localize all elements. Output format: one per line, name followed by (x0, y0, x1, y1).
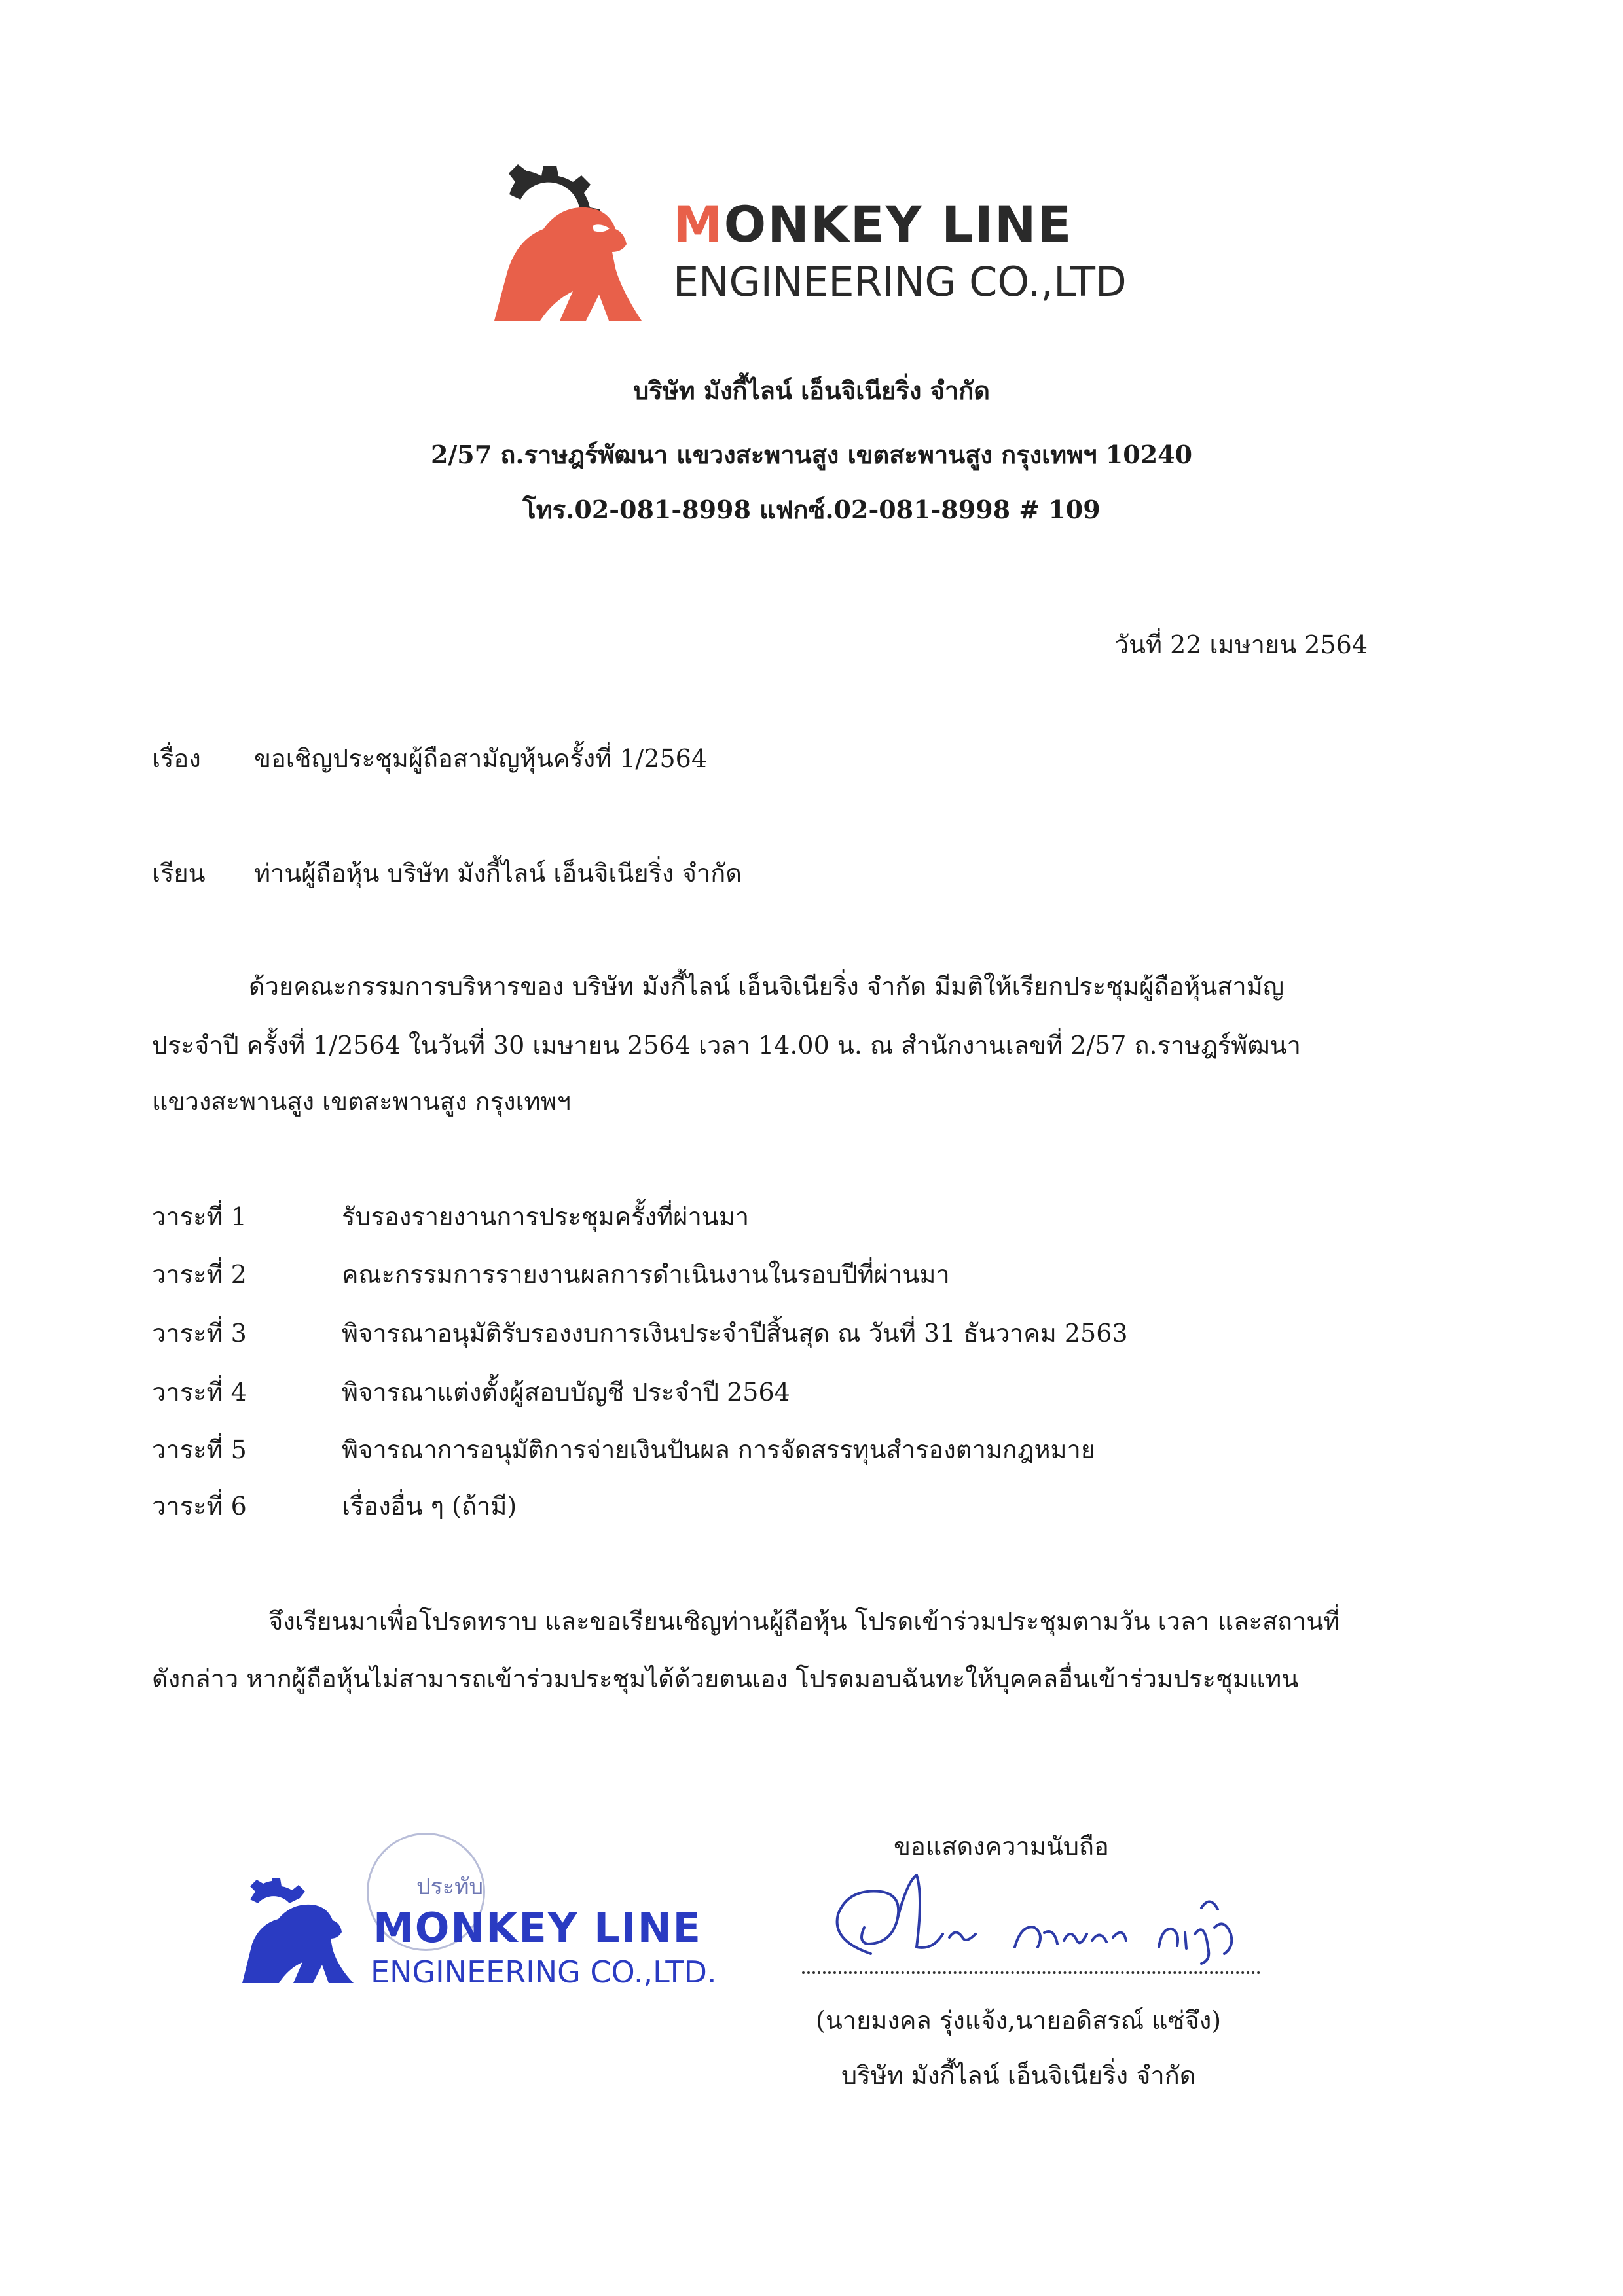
agenda-text: พิจารณาแต่งตั้งผู้สอบบัญชี ประจำปี 2564 (342, 1378, 790, 1407)
agenda-label: วาระที่ 1 (152, 1202, 247, 1231)
handwritten-signature (818, 1856, 1270, 1986)
agenda-text: รับรองรายงานการประชุมครั้งที่ผ่านมา (342, 1202, 750, 1231)
logo-accent-letter: M (673, 195, 724, 253)
agenda-text: พิจารณาอนุมัติรับรองงบการเงินประจำปีสิ้นสุด ณ วันที่ 31 ธันวาคม 2563 (342, 1319, 1128, 1348)
agenda-label: วาระที่ 3 (152, 1319, 247, 1348)
body-line-1: ด้วยคณะกรรมการบริหารของ บริษัท มังกี้ไลน์ เอ็นจิเนียริ่ง จำกัด มีมติให้เรียกประชุมผู้ถือหุ้นสามัญ (249, 972, 1285, 1001)
company-logo-icon (481, 160, 651, 321)
subject-text: ขอเชิญประชุมผู้ถือสามัญหุ้นครั้งที่ 1/2564 (254, 744, 708, 773)
stamp-wordmark-line1: MONKEY LINE (373, 1904, 702, 1952)
signature-line (802, 1971, 1260, 1974)
recipient-label: เรียน (152, 859, 206, 888)
stamp-label: ประทับ (416, 1874, 484, 1900)
stamp-logo-icon (236, 1872, 357, 1983)
agenda-label: วาระที่ 6 (152, 1492, 247, 1520)
agenda-label: วาระที่ 2 (152, 1260, 247, 1289)
signer-names: (นายมงคล รุ่งแจ้ง,นายอดิสรณ์ แซ่จึง) (816, 2006, 1222, 2035)
company-address: 2/57 ถ.ราษฎร์พัฒนา แขวงสะพานสูง เขตสะพานสูง กรุงเทพฯ 10240 (430, 440, 1193, 469)
logo-wordmark-line1 (673, 195, 1073, 253)
agenda-text: พิจารณาการอนุมัติการจ่ายเงินปันผล การจัดสรรทุนสำรองตามกฎหมาย (342, 1435, 1096, 1464)
agenda-text: คณะกรรมการรายงานผลการดำเนินงานในรอบปีที่ผ่านมา (342, 1260, 950, 1289)
stamp-wordmark-line2: ENGINEERING CO.,LTD. (371, 1954, 717, 1990)
letter-date: วันที่ 22 เมษายน 2564 (1114, 630, 1368, 659)
logo-wordmark-rest: ONKEY LINE (723, 195, 1073, 253)
recipient-text: ท่านผู้ถือหุ้น บริษัท มังกี้ไลน์ เอ็นจิเนียริ่ง จำกัด (254, 859, 742, 888)
regards-text: ขอแสดงความนับถือ (894, 1832, 1109, 1861)
company-contact: โทร.02-081-8998 แฟกซ์.02-081-8998 # 109 (522, 495, 1101, 524)
agenda-label: วาระที่ 5 (152, 1435, 247, 1464)
agenda-text: เรื่องอื่น ๆ (ถ้ามี) (342, 1492, 517, 1520)
body-line-3: แขวงสะพานสูง เขตสะพานสูง กรุงเทพฯ (152, 1087, 571, 1116)
agenda-label: วาระที่ 4 (152, 1378, 247, 1407)
body-line-2: ประจำปี ครั้งที่ 1/2564 ในวันที่ 30 เมษายน 2564 เวลา 14.00 น. ณ สำนักงานเลขที่ 2/57 ถ.ราษฎร์พัฒนา (152, 1031, 1301, 1060)
signer-company: บริษัท มังกี้ไลน์ เอ็นจิเนียริ่ง จำกัด (841, 2061, 1196, 2090)
closing-line-1: จึงเรียนมาเพื่อโปรดทราบ และขอเรียนเชิญท่านผู้ถือหุ้น โปรดเข้าร่วมประชุมตามวัน เวลา และสถานที่ (268, 1607, 1340, 1636)
subject-label: เรื่อง (152, 744, 201, 773)
company-name: บริษัท มังกี้ไลน์ เอ็นจิเนียริ่ง จำกัด (633, 376, 990, 405)
closing-line-2: ดังกล่าว หากผู้ถือหุ้นไม่สามารถเข้าร่วมประชุมได้ด้วยตนเอง โปรดมอบฉันทะให้บุคคลอื่นเข้าร่วมประชุมแทน (152, 1664, 1299, 1693)
logo-wordmark-line2: ENGINEERING CO.,LTD (673, 258, 1127, 306)
